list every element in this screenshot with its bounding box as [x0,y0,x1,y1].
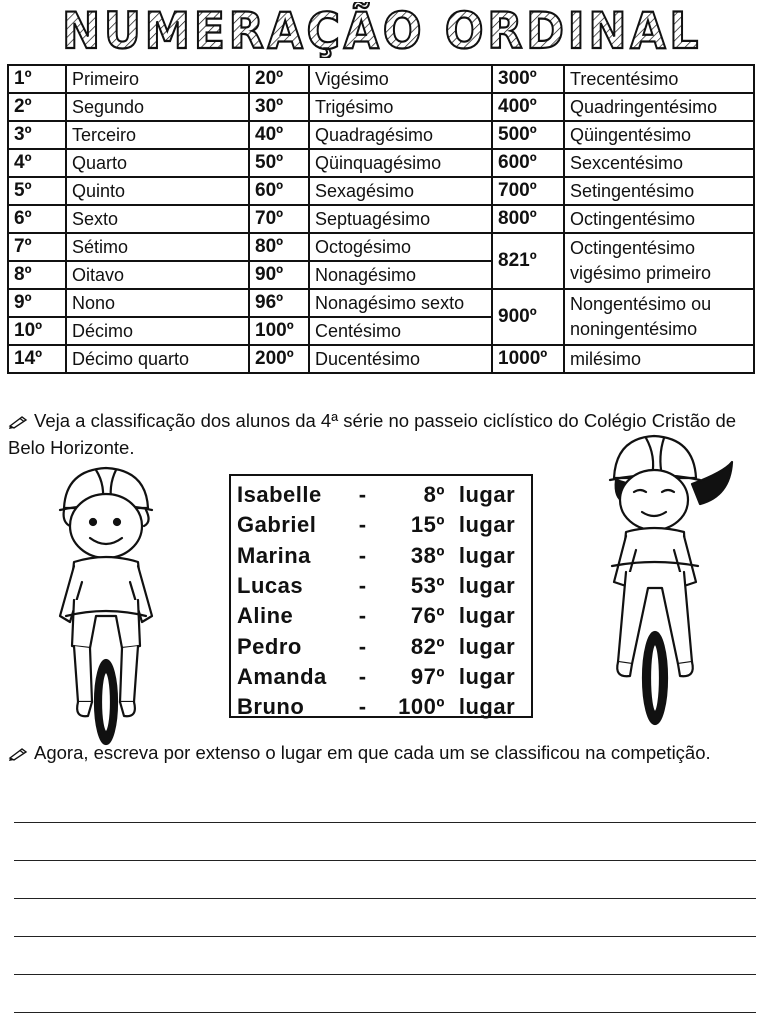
ordinal-word: Quadragésimo [309,121,492,149]
page-title [0,2,764,58]
ordinal-word: Nono [66,289,249,317]
ranking-row [237,631,525,661]
ordinal-number: 90º [249,261,309,289]
ordinal-word: Décimo [66,317,249,345]
placement-number: 8º [423,482,445,508]
ordinal-word: Sexcentésimo [564,149,754,177]
ordinal-number: 4º [8,149,66,177]
instruction-text: Veja a classificação dos alunos da 4ª série no passeio ciclístico do Colégio Cristão de Belo Horizonte. [8,410,737,458]
student-name: Aline [237,603,294,629]
ordinal-word: Nongentésimo ou noningentésimo [564,289,754,345]
ordinal-word: Primeiro [66,65,249,93]
student-name: Isabelle [237,482,322,508]
ranking-row [237,662,525,692]
dash-separator: - [358,512,367,538]
dash-separator: - [358,603,367,629]
ordinal-number: 5º [8,177,66,205]
placement-number: 97º [410,663,445,689]
ordinal-word: Sexagésimo [309,177,492,205]
ordinal-number: 2º [8,93,66,121]
ordinal-number: 3º [8,121,66,149]
ordinal-word: Décimo quarto [66,345,249,373]
ranking-row [237,571,525,601]
answer-lines [14,785,756,1013]
student-name: Gabriel [237,512,317,538]
ordinal-word: milésimo [564,345,754,373]
placement-number: 76º [410,603,445,629]
ordinal-number: 40º [249,121,309,149]
ranking-row [237,692,525,722]
ordinal-number: 30º [249,93,309,121]
ordinal-number: 100º [249,317,309,345]
ordinal-word: Centésimo [309,317,492,345]
ordinal-number: 500º [492,121,564,149]
girl-cyclist-illustration [604,432,734,732]
placement-number: 15º [410,512,445,538]
answer-line[interactable] [14,785,756,823]
dash-separator: - [358,542,367,568]
placement-label: lugar [458,603,516,629]
ranking-row [237,480,525,510]
ordinal-word: Quadringentésimo [564,93,754,121]
ordinal-word: Trigésimo [309,93,492,121]
ordinal-number: 70º [249,205,309,233]
ordinal-word: Octingentésimo [564,205,754,233]
ranking-box [229,474,533,718]
ordinal-number: 50º [249,149,309,177]
ordinal-number: 700º [492,177,564,205]
placement-label: lugar [458,542,516,568]
ordinal-word: Terceiro [66,121,249,149]
ordinal-number: 821º [492,233,564,289]
instruction-text: Agora, escreva por extenso o lugar em que cada um se classificou na competição. [34,742,711,763]
ranking-row [237,541,525,571]
dash-separator: - [358,482,367,508]
student-name: Marina [237,542,311,568]
ordinal-number: 200º [249,345,309,373]
answer-line[interactable] [14,899,756,937]
placement-number: 100º [398,694,445,720]
dash-separator: - [358,573,367,599]
student-name: Bruno [237,694,305,720]
placement-label: lugar [458,633,516,659]
ordinal-number: 1000º [492,345,564,373]
table-row [8,289,754,317]
dash-separator: - [358,633,367,659]
table-row [8,121,754,149]
placement-label: lugar [458,482,516,508]
ordinal-word: Sexto [66,205,249,233]
placement-number: 82º [410,633,445,659]
answer-line[interactable] [14,861,756,899]
ordinal-number: 600º [492,149,564,177]
ordinal-word: Septuagésimo [309,205,492,233]
ordinal-number: 20º [249,65,309,93]
placement-label: lugar [458,663,516,689]
ordinal-number: 10º [8,317,66,345]
student-name: Lucas [237,573,304,599]
dash-separator: - [358,694,367,720]
table-row [8,205,754,233]
table-row [8,149,754,177]
ordinal-number: 9º [8,289,66,317]
answer-line[interactable] [14,975,756,1013]
table-row [8,65,754,93]
placement-label: lugar [458,512,516,538]
pencil-icon [8,415,30,429]
ordinal-number: 14º [8,345,66,373]
ordinal-number: 1º [8,65,66,93]
table-row [8,93,754,121]
placement-number: 53º [410,573,445,599]
ordinal-word: Oitavo [66,261,249,289]
ranking-row [237,510,525,540]
ordinal-number: 400º [492,93,564,121]
placement-label: lugar [458,573,516,599]
ordinal-number: 80º [249,233,309,261]
ordinal-word: Nonagésimo [309,261,492,289]
ordinal-word: Vigésimo [309,65,492,93]
ordinal-word: Segundo [66,93,249,121]
instruction-write [8,739,756,766]
ordinal-table [7,64,755,374]
table-row [8,233,754,261]
ordinal-word: Sétimo [66,233,249,261]
placement-number: 38º [410,542,445,568]
answer-line[interactable] [14,937,756,975]
table-row [8,345,754,373]
ordinal-number: 800º [492,205,564,233]
ordinal-word: Octogésimo [309,233,492,261]
ordinal-word: Qüinquagésimo [309,149,492,177]
ordinal-number: 300º [492,65,564,93]
ranking-row [237,601,525,631]
ordinal-word: Qüingentésimo [564,121,754,149]
ordinal-number: 6º [8,205,66,233]
answer-line[interactable] [14,823,756,861]
title-text: NUMERAÇÃO ORDINAL [62,2,763,58]
table-row [8,177,754,205]
ordinal-word: Octingentésimo vigésimo primeiro [564,233,754,289]
ordinal-word: Ducentésimo [309,345,492,373]
ordinal-number: 96º [249,289,309,317]
ordinal-number: 7º [8,233,66,261]
ordinal-word: Quarto [66,149,249,177]
pencil-icon [8,747,30,761]
dash-separator: - [358,663,367,689]
ordinal-number: 8º [8,261,66,289]
student-name: Amanda [237,663,327,689]
ordinal-number: 60º [249,177,309,205]
ordinal-word: Trecentésimo [564,65,754,93]
ordinal-word: Quinto [66,177,249,205]
ordinal-number: 900º [492,289,564,345]
student-name: Pedro [237,633,302,659]
ordinal-word: Nonagésimo sexto [309,289,492,317]
ordinal-word: Setingentésimo [564,177,754,205]
boy-cyclist-illustration [56,466,156,746]
placement-label: lugar [458,694,516,720]
